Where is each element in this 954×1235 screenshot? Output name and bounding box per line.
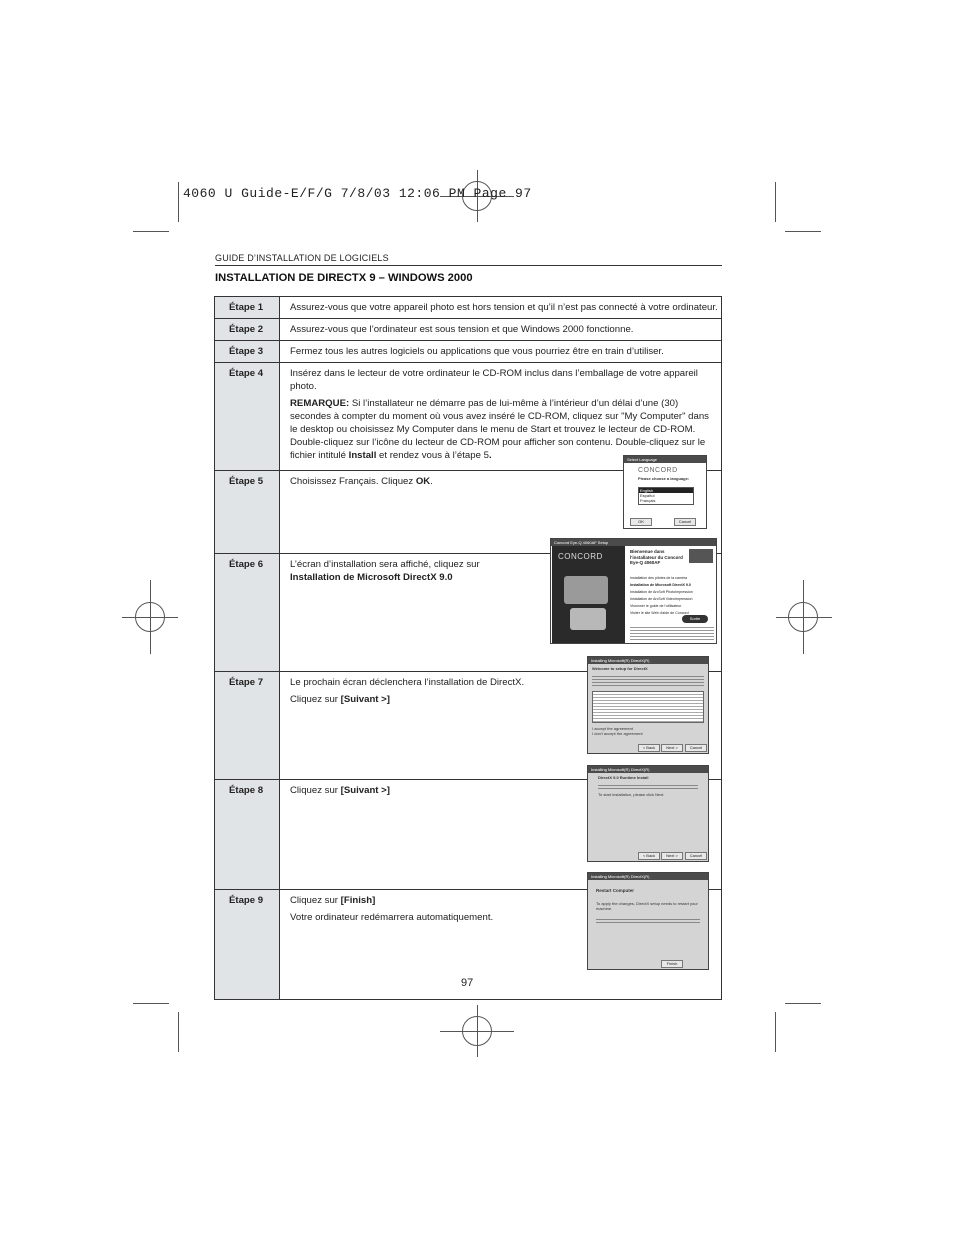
setup-heading: Bienvenue dans l'installateur du Concord Eye-Q 4060AF bbox=[630, 549, 683, 565]
step-text: Fermez tous les autres logiciels ou applications que vous pourriez être en train d’utiliser. bbox=[280, 341, 722, 363]
next-button[interactable]: Next > bbox=[661, 744, 683, 752]
registration-line bbox=[150, 580, 151, 654]
table-row bbox=[215, 297, 722, 319]
license-box[interactable] bbox=[592, 691, 704, 723]
step-text: Cliquez sur [Finish] Votre ordinateur redémarrera automatiquement. bbox=[280, 890, 722, 1000]
menu-item[interactable]: Installation de ArcSoft PhotoImpression bbox=[630, 590, 693, 594]
dx-instruction: To start installation, please click Next. bbox=[598, 792, 665, 797]
setup-window-screenshot bbox=[550, 538, 717, 644]
language-prompt: Please choose a language: bbox=[638, 476, 690, 481]
crop-mark bbox=[775, 1012, 776, 1052]
step-text: Assurez-vous que votre appareil photo est hors tension et qu’il n’est pas connecté à votre ordinateur. bbox=[280, 297, 722, 319]
next-button[interactable]: Next > bbox=[661, 852, 683, 860]
camera-banner bbox=[552, 546, 625, 643]
menu-item[interactable]: Installation des pilotes de la caméra bbox=[630, 576, 688, 580]
menu-item[interactable]: Visiter le site Web d'aide de Concord bbox=[630, 611, 689, 615]
dialog-titlebar: Select Language bbox=[624, 456, 706, 463]
crop-mark bbox=[133, 231, 169, 232]
dx-heading: DirectX 9.0 Runtime Install bbox=[598, 775, 649, 780]
dx-titlebar: Installing Microsoft(R) DirectX(R) bbox=[588, 766, 708, 773]
dx-heading: Welcome to setup for DirectX bbox=[592, 666, 648, 671]
step-label: Étape 8 bbox=[215, 780, 280, 890]
registration-line bbox=[477, 1005, 478, 1057]
step-label: Étape 3 bbox=[215, 341, 280, 363]
page-number: 97 bbox=[461, 977, 474, 989]
language-option[interactable]: English bbox=[639, 488, 693, 493]
language-listbox[interactable] bbox=[638, 487, 694, 505]
directx-welcome-screenshot bbox=[587, 656, 709, 754]
step-text: Cliquez sur [Suivant >] bbox=[280, 780, 722, 890]
concord-small-logo bbox=[689, 549, 713, 563]
language-dialog-screenshot bbox=[623, 455, 707, 529]
back-button[interactable]: < Back bbox=[638, 744, 660, 752]
cancel-button[interactable]: Cancel bbox=[685, 852, 707, 860]
dx-body-text bbox=[598, 783, 698, 789]
finish-button[interactable]: Finish bbox=[661, 960, 683, 968]
accept-radio[interactable]: I accept the agreement bbox=[592, 726, 633, 731]
step-label: Étape 2 bbox=[215, 319, 280, 341]
menu-item[interactable]: Visionner le guide de l'utilisateur bbox=[630, 604, 682, 608]
step-label: Étape 9 bbox=[215, 890, 280, 1000]
header-rule bbox=[215, 265, 722, 266]
setup-footer-text bbox=[630, 625, 714, 642]
setup-menu bbox=[630, 575, 714, 617]
step-text: Choisissez Français. Cliquez OK. bbox=[280, 471, 722, 554]
section-label: GUIDE D’INSTALLATION DE LOGICIELS bbox=[215, 253, 389, 263]
menu-item[interactable]: Installation de ArcSoft VideoImpression bbox=[630, 597, 693, 601]
decline-radio[interactable]: I don't accept the agreement bbox=[592, 731, 643, 736]
dx-titlebar: Installing Microsoft(R) DirectX(R) bbox=[588, 873, 708, 880]
camera-image bbox=[564, 576, 608, 604]
cancel-button[interactable]: Cancel bbox=[685, 744, 707, 752]
step-label: Étape 1 bbox=[215, 297, 280, 319]
menu-item[interactable]: Installation de Microsoft DirectX 9.0 bbox=[630, 583, 691, 587]
dx-heading: Restart Computer bbox=[596, 888, 635, 893]
step-text: L’écran d’installation sera affiché, cliquez sur Installation de Microsoft DirectX 9.0 bbox=[280, 554, 722, 672]
step-text: Le prochain écran déclenchera l’installation de DirectX. Cliquez sur [Suivant >] bbox=[280, 672, 722, 780]
note-label: REMARQUE: bbox=[290, 398, 350, 409]
exit-button[interactable]: Sortie bbox=[682, 615, 708, 623]
back-button[interactable]: < Back bbox=[638, 852, 660, 860]
step-text: Insérez dans le lecteur de votre ordinateur le CD-ROM inclus dans l’emballage de votre appareil photo. REMARQUE: Si l’installateur ne démarre pas de lui-même à l’intérieur d’un délai d’une (30) secondes à compter du moment où vous avez inséré le CD-ROM, cliquez sur "My Computer" dans le desktop ou choisissez My Computer dans le menu de Start et trouvez le lecteur de CD-ROM. Double-cliquez sur l’icône du lecteur de CD-ROM pour afficher son contenu. Double-cliquez sur le fichier intitulé Install et rendez vous à l’étape 5. bbox=[280, 363, 722, 471]
crop-mark bbox=[785, 231, 821, 232]
step-label: Étape 7 bbox=[215, 672, 280, 780]
registration-line bbox=[803, 580, 804, 654]
dx-intro-text bbox=[592, 674, 704, 688]
crop-mark bbox=[133, 1003, 169, 1004]
directx-install-screenshot bbox=[587, 765, 709, 862]
concord-logo: CONCORD bbox=[638, 467, 678, 474]
table-row bbox=[215, 319, 722, 341]
step-text: Assurez-vous que l’ordinateur est sous tension et que Windows 2000 fonctionne. bbox=[280, 319, 722, 341]
crop-mark bbox=[178, 182, 179, 222]
language-option[interactable]: Español bbox=[640, 493, 655, 498]
setup-titlebar: Concord Eye-Q 4060AF Setup bbox=[551, 539, 716, 546]
registration-line bbox=[776, 617, 832, 618]
step-label: Étape 6 bbox=[215, 554, 280, 672]
crop-mark bbox=[178, 1012, 179, 1052]
dx-body-text: To apply the changes, DirectX setup needs to restart your machine. bbox=[596, 901, 698, 911]
crop-mark bbox=[785, 1003, 821, 1004]
brand-logo: CONCORD bbox=[558, 552, 603, 561]
cancel-button[interactable]: Cancel bbox=[674, 518, 696, 526]
dx-titlebar: Installing Microsoft(R) DirectX(R) bbox=[588, 657, 708, 664]
print-header: 4060 U Guide-E/F/G 7/8/03 12:06 PM Page 97 bbox=[183, 186, 532, 201]
step-label: Étape 5 bbox=[215, 471, 280, 554]
crop-mark bbox=[775, 182, 776, 222]
language-option[interactable]: Français bbox=[640, 498, 656, 503]
camera-image bbox=[570, 608, 606, 630]
directx-restart-screenshot bbox=[587, 872, 709, 970]
ok-button[interactable]: OK bbox=[630, 518, 652, 526]
step-label: Étape 4 bbox=[215, 363, 280, 471]
page-title: INSTALLATION DE DIRECTX 9 – WINDOWS 2000 bbox=[215, 272, 473, 284]
table-row bbox=[215, 341, 722, 363]
dx-body-text-lines bbox=[596, 917, 700, 923]
